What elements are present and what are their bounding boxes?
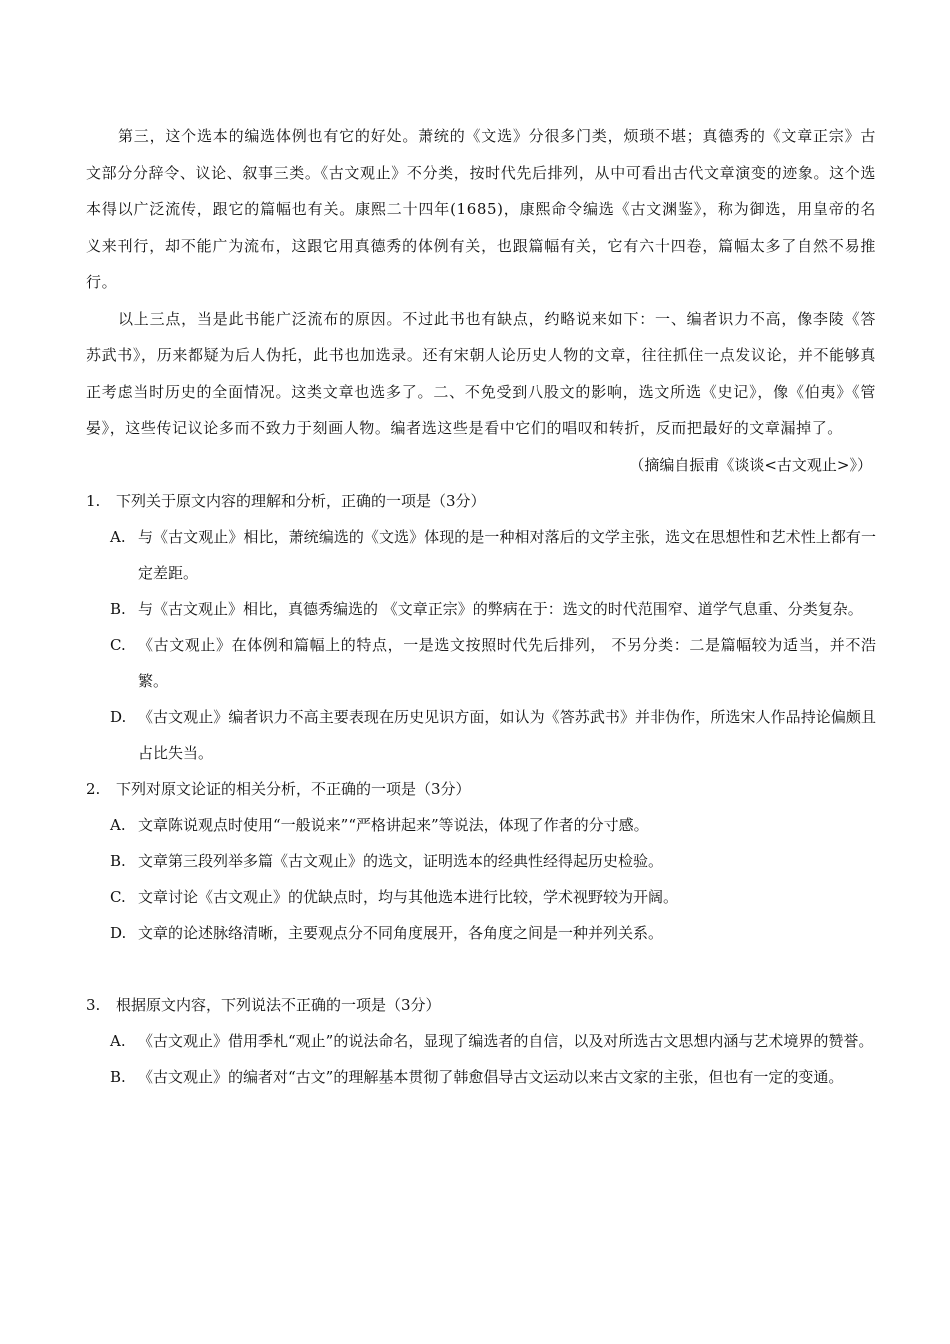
option-text: 文章的论述脉络清晰，主要观点分不同角度展开，各角度之间是一种并列关系。 (138, 923, 664, 942)
passage-source: （摘编自振甫《谈谈<古文观止>》） (629, 455, 872, 474)
passage-paragraph-3: 第三，这个选本的编选体例也有它的好处。萧统的《文选》分很多门类，烦琐不堪；真德秀的《文章正宗》古文部分分辞令、议论、叙事三类。《古文观止》不分类，按时代先后排列，从中可看出古代文章演变的迹象。这个选本得以广泛流传，跟它的篇幅也有关。康熙二十四年(1685)，康熙命令编选《古文渊鉴》，称为御选，用皇帝的名义来刊行，却不能广为流布，这跟它用真德秀的体例有关，也跟篇幅有关，它有六十四卷，篇幅太多了自然不易推行。 (86, 127, 876, 291)
question-text: 下列对原文论证的相关分析，不正确的一项是（3分） (116, 779, 471, 798)
option-letter: A. (110, 527, 126, 546)
question-3-option-b[interactable] (86, 1059, 876, 1095)
question-1-stem (86, 483, 876, 519)
question-number: 2. (86, 779, 101, 798)
question-2-option-a[interactable] (86, 807, 876, 843)
option-text: 文章讨论《古文观止》的优缺点时，均与其他选本进行比较，学术视野较为开阔。 (138, 887, 679, 906)
option-letter: D. (110, 707, 127, 726)
option-letter: D. (110, 923, 127, 942)
question-text: 下列关于原文内容的理解和分析，正确的一项是（3分） (116, 491, 486, 510)
question-number: 1. (86, 491, 101, 510)
question-1-option-d[interactable] (86, 699, 876, 771)
option-letter: A. (110, 815, 126, 834)
option-letter: B. (110, 599, 126, 618)
option-letter: C. (110, 887, 126, 906)
option-text: 与《古文观止》相比，真德秀编选的 《文章正宗》的弊病在于：选文的时代范围窄、道学气息重、分类复杂。 (138, 599, 863, 618)
question-3-option-a[interactable] (86, 1023, 876, 1059)
option-letter: B. (110, 1067, 126, 1086)
option-text: 《古文观止》在体例和篇幅上的特点，一是选文按照时代先后排列， 不另分类：二是篇幅较为适当，并不浩繁。 (138, 635, 876, 690)
option-letter: B. (110, 851, 126, 870)
question-1-option-c[interactable] (86, 627, 876, 699)
question-1-option-b[interactable] (86, 591, 876, 627)
option-letter: A. (110, 1031, 126, 1050)
option-letter: C. (110, 635, 126, 654)
option-text: 文章陈说观点时使用“一般说来”“严格讲起来”等说法，体现了作者的分寸感。 (138, 815, 649, 834)
question-3-stem (86, 987, 876, 1023)
option-text: 与《古文观止》相比，萧统编选的《文选》体现的是一种相对落后的文学主张，选文在思想性和艺术性上都有一定差距。 (138, 527, 876, 582)
option-text: 《古文观止》借用季札“观止”的说法命名，显现了编选者的自信，以及对所选古文思想内涵与艺术境界的赞誉。 (138, 1031, 874, 1050)
question-2 (86, 771, 876, 951)
option-text: 《古文观止》的编者对“古文”的理解基本贯彻了韩愈倡导古文运动以来古文家的主张，但也有一定的变通。 (138, 1067, 844, 1086)
question-1 (86, 483, 876, 771)
question-2-option-c[interactable] (86, 879, 876, 915)
question-2-option-b[interactable] (86, 843, 876, 879)
option-text: 《古文观止》编者识力不高主要表现在历史见识方面，如认为《答苏武书》并非伪作，所选宋人作品持论偏颇且占比失当。 (138, 707, 876, 762)
passage-paragraph-4: 以上三点，当是此书能广泛流布的原因。不过此书也有缺点，约略说来如下：一、编者识力不高，像李陵《答苏武书》，历来都疑为后人伪托，此书也加选录。还有宋朝人论历史人物的文章，往往抓住一点发议论，并不能够真正考虑当时历史的全面情况。这类文章也选多了。二、不免受到八股文的影响，选文所选《史记》，像《伯夷》《管晏》，这些传记议论多而不致力于刻画人物。编者选这些是看中它们的唱叹和转折，反而把最好的文章漏掉了。 (86, 309, 876, 437)
option-text: 文章第三段列举多篇《古文观止》的选文，证明选本的经典性经得起历史检验。 (138, 851, 664, 870)
question-2-option-d[interactable] (86, 915, 876, 951)
question-number: 3. (86, 995, 101, 1014)
question-1-option-a[interactable] (86, 519, 876, 591)
document-page (86, 118, 876, 1095)
question-2-stem (86, 771, 876, 807)
question-text: 根据原文内容，下列说法不正确的一项是（3分） (116, 995, 441, 1014)
question-3 (86, 987, 876, 1095)
